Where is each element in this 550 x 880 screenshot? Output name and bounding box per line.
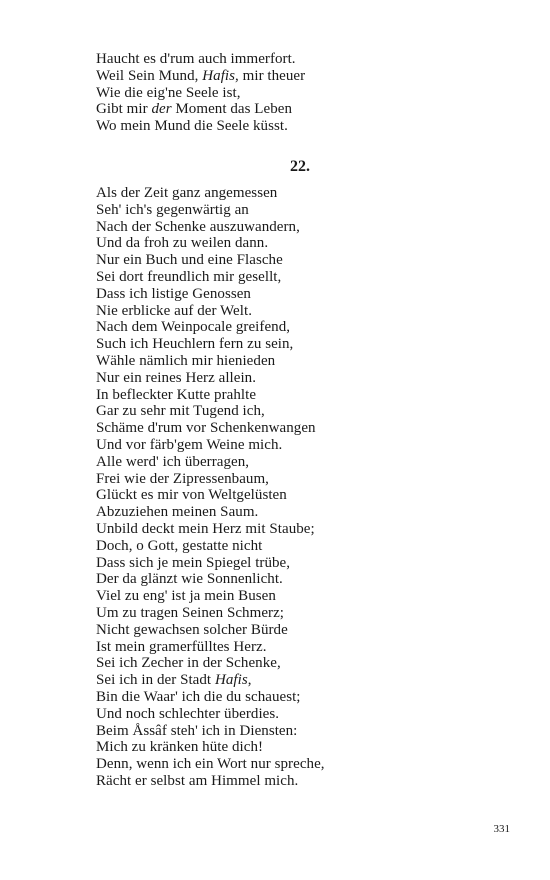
poem-line — [96, 588, 516, 605]
italic-text: der — [151, 101, 172, 118]
poem-line — [96, 571, 516, 588]
line-text: Nie erblicke auf der Welt. — [96, 302, 252, 319]
line-text: Haucht es d'rum auch immerfort. — [96, 51, 296, 67]
line-text: Gibt mir — [96, 101, 152, 118]
poem-line — [96, 235, 516, 252]
poem-line — [96, 655, 516, 672]
poem-line — [96, 370, 516, 387]
poem-line — [96, 521, 516, 538]
poem-line — [96, 639, 516, 656]
poem-line — [96, 51, 516, 68]
poem-line — [96, 252, 516, 269]
poem-line — [96, 387, 516, 404]
poem-line — [96, 185, 516, 202]
line-text: Sei ich in der Stadt — [96, 672, 215, 689]
line-text: Rächt er selbst am Himmel mich. — [96, 772, 299, 789]
poem-line — [96, 756, 516, 773]
line-text: Such ich Heuchlern fern zu sein, — [96, 336, 294, 353]
poem-line — [96, 538, 516, 555]
line-text: Gar zu sehr mit Tugend ich, — [96, 403, 265, 420]
line-text: Und noch schlechter überdies. — [96, 705, 280, 722]
line-text: In befleckter Kutte prahlte — [96, 386, 257, 403]
line-text: Viel zu eng' ist ja mein Busen — [96, 588, 276, 605]
line-text: Sei dort freundlich mir gesellt, — [96, 268, 282, 285]
poem-line — [96, 85, 516, 102]
line-text: Nicht gewachsen solcher Bürde — [96, 621, 288, 638]
poem-line — [96, 202, 516, 219]
poem-line — [96, 689, 516, 706]
line-text: , — [247, 672, 252, 689]
poem-line — [96, 739, 516, 756]
line-text: Dass ich listige Genossen — [96, 285, 251, 302]
line-text: Nur ein Buch und eine Flasche — [96, 252, 283, 269]
poem-line — [96, 555, 516, 572]
line-text: Unbild deckt mein Herz mit Staube; — [96, 520, 315, 537]
line-text: Seh' ich's gegenwärtig an — [96, 201, 249, 218]
line-text: Wo mein Mund die Seele küsst. — [96, 118, 288, 135]
line-text: Denn, wenn ich ein Wort nur spreche, — [96, 756, 325, 773]
line-text: Nach der Schenke auszuwandern, — [96, 218, 300, 235]
line-text: Nach dem Weinpocale greifend, — [96, 319, 291, 336]
stanza-continuation — [96, 51, 516, 135]
line-text: Glückt es mir von Weltgelüsten — [96, 487, 287, 504]
line-text: Schäme d'rum vor Schenkenwangen — [96, 420, 316, 437]
line-text: Bin die Waar' ich die du schauest; — [96, 688, 301, 705]
poem-line — [96, 286, 516, 303]
poem-line — [96, 118, 516, 135]
poem-line — [96, 101, 516, 118]
poem-number: 22. — [290, 158, 310, 175]
line-text: Dass sich je mein Spiegel trübe, — [96, 554, 291, 571]
poem-line — [96, 68, 516, 85]
poem-line — [96, 471, 516, 488]
line-text: Doch, o Gott, gestatte nicht — [96, 537, 263, 554]
poem-line — [96, 773, 516, 790]
poem-line — [96, 504, 516, 521]
line-text: Ist mein gramerfülltes Herz. — [96, 638, 267, 655]
poem-line — [96, 437, 516, 454]
page-number: 331 — [493, 823, 510, 835]
poem-line — [96, 353, 516, 370]
poem-line — [96, 605, 516, 622]
poem-line — [96, 336, 516, 353]
line-text: Moment das Leben — [171, 101, 293, 118]
poem-line — [96, 723, 516, 740]
line-text: , mir theuer — [235, 67, 306, 84]
poem-line — [96, 219, 516, 236]
poem-line — [96, 420, 516, 437]
line-text: Und vor färb'gem Weine mich. — [96, 436, 283, 453]
poem-line — [96, 319, 516, 336]
line-text: Sei ich Zecher in der Schenke, — [96, 655, 281, 672]
poem-line — [96, 487, 516, 504]
poem-line — [96, 622, 516, 639]
line-text: Um zu tragen Seinen Schmerz; — [96, 604, 285, 621]
line-text: Alle werd' ich überragen, — [96, 453, 250, 470]
line-text: Nur ein reines Herz allein. — [96, 369, 257, 386]
line-text: Weil Sein Mund, — [96, 67, 203, 84]
poem-line — [96, 303, 516, 320]
poem-line — [96, 269, 516, 286]
line-text: Abzuziehen meinen Saum. — [96, 504, 259, 521]
line-text: Der da glänzt wie Sonnenlicht. — [96, 571, 283, 588]
poem-line — [96, 403, 516, 420]
italic-text: Hafis — [202, 67, 236, 84]
line-text: Wähle nämlich mir hienieden — [96, 352, 276, 369]
stanza-poem-22 — [96, 185, 516, 790]
line-text: Wie die eig'ne Seele ist, — [96, 84, 241, 101]
poem-line — [96, 454, 516, 471]
line-text: Beim Åssâf steh' ich in Diensten: — [96, 722, 298, 739]
italic-text: Hafis — [214, 672, 248, 689]
poem-line — [96, 672, 516, 689]
poem-line — [96, 706, 516, 723]
line-text: Als der Zeit ganz angemessen — [96, 185, 278, 201]
line-text: Frei wie der Zipressenbaum, — [96, 470, 269, 487]
line-text: Mich zu kränken hüte dich! — [96, 739, 264, 756]
line-text: Und da froh zu weilen dann. — [96, 235, 269, 252]
